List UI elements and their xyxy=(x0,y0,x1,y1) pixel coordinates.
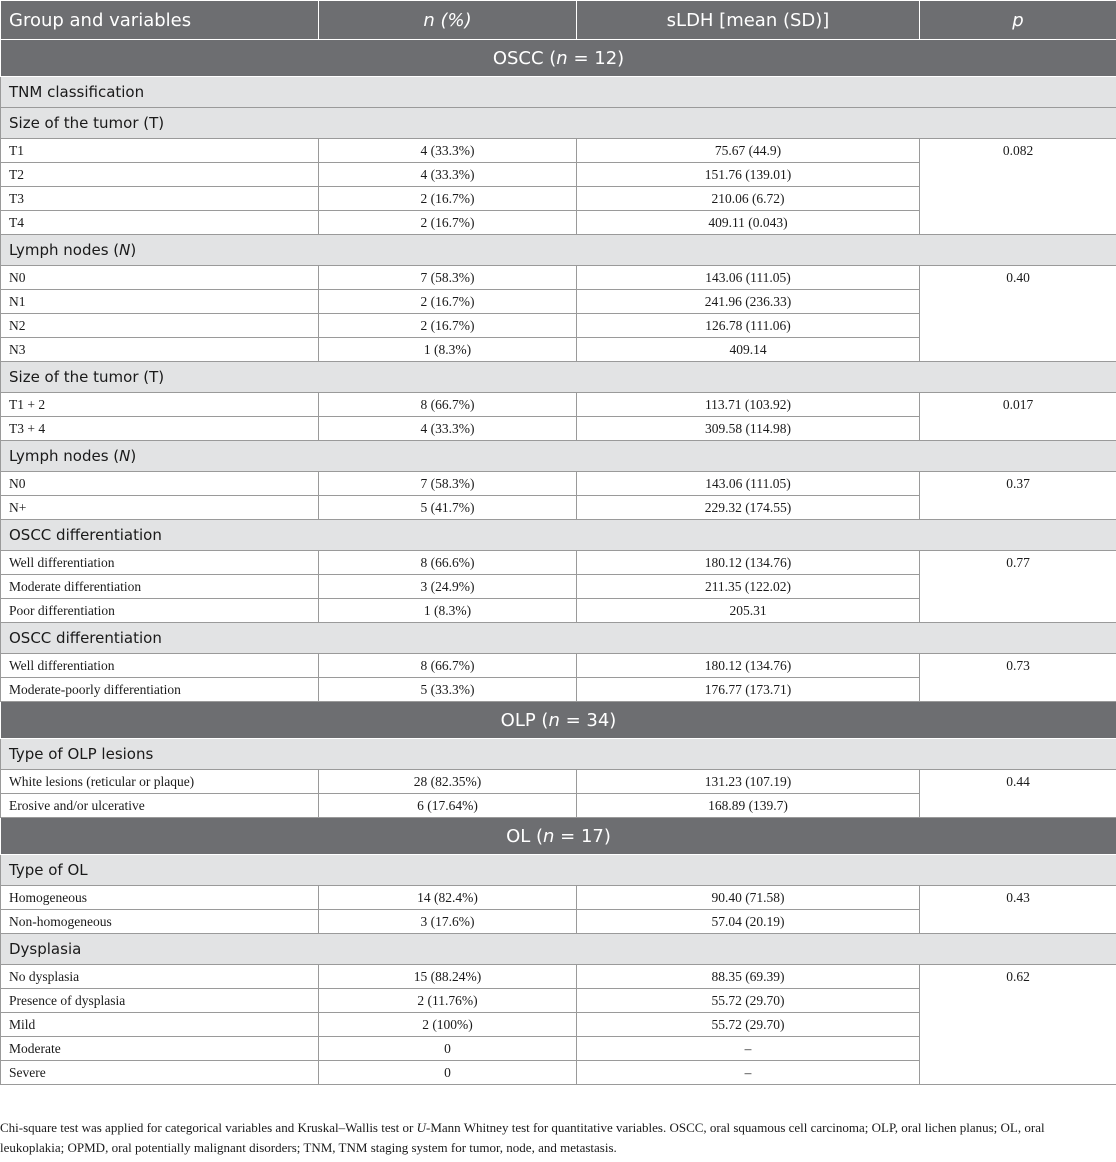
row-p-value: 0.43 xyxy=(920,886,1116,934)
row-n: 8 (66.6%) xyxy=(319,551,577,575)
row-sldh: – xyxy=(577,1061,920,1085)
row-label: No dysplasia xyxy=(1,965,319,989)
row-label: T3 + 4 xyxy=(1,417,319,441)
row-sldh: 55.72 (29.70) xyxy=(577,1013,920,1037)
section-tnm: TNM classification xyxy=(1,77,1116,108)
table-row xyxy=(1,770,1116,794)
row-sldh: 88.35 (69.39) xyxy=(577,965,920,989)
group-row-ol xyxy=(1,818,1116,855)
row-n: 2 (100%) xyxy=(319,1013,577,1037)
row-n: 6 (17.64%) xyxy=(319,794,577,818)
row-label: N1 xyxy=(1,290,319,314)
row-sldh: – xyxy=(577,1037,920,1061)
row-label: Well differentiation xyxy=(1,551,319,575)
row-n: 5 (41.7%) xyxy=(319,496,577,520)
section-oscc-differentiation: OSCC differentiation xyxy=(1,520,1116,551)
table-row xyxy=(1,266,1116,290)
row-label: N0 xyxy=(1,472,319,496)
table-row xyxy=(1,393,1116,417)
section-row xyxy=(1,623,1116,654)
table-row xyxy=(1,654,1116,678)
header-row xyxy=(1,1,1116,40)
row-sldh: 126.78 (111.06) xyxy=(577,314,920,338)
row-label: T4 xyxy=(1,211,319,235)
row-n: 8 (66.7%) xyxy=(319,393,577,417)
row-label: Homogeneous xyxy=(1,886,319,910)
row-label: Well differentiation xyxy=(1,654,319,678)
row-n: 7 (58.3%) xyxy=(319,266,577,290)
section-lymph-nodes: Lymph nodes (N) xyxy=(1,235,1116,266)
row-n: 14 (82.4%) xyxy=(319,886,577,910)
header-group-variables: Group and variables xyxy=(1,1,319,40)
row-p-value: 0.37 xyxy=(920,472,1116,520)
section-dysplasia: Dysplasia xyxy=(1,934,1116,965)
row-label: T1 + 2 xyxy=(1,393,319,417)
row-sldh: 75.67 (44.9) xyxy=(577,139,920,163)
section-olp-type: Type of OLP lesions xyxy=(1,739,1116,770)
row-n: 2 (11.76%) xyxy=(319,989,577,1013)
row-label: Moderate xyxy=(1,1037,319,1061)
section-row xyxy=(1,362,1116,393)
section-row xyxy=(1,520,1116,551)
section-row xyxy=(1,934,1116,965)
row-p-value: 0.082 xyxy=(920,139,1116,235)
section-row xyxy=(1,235,1116,266)
row-sldh: 90.40 (71.58) xyxy=(577,886,920,910)
section-row xyxy=(1,108,1116,139)
row-label: Moderate-poorly differentiation xyxy=(1,678,319,702)
row-label: N+ xyxy=(1,496,319,520)
table-row xyxy=(1,551,1116,575)
row-p-value: 0.40 xyxy=(920,266,1116,362)
section-ol-type: Type of OL xyxy=(1,855,1116,886)
table-row xyxy=(1,472,1116,496)
section-row xyxy=(1,855,1116,886)
row-label: Mild xyxy=(1,1013,319,1037)
row-label: Severe xyxy=(1,1061,319,1085)
row-n: 0 xyxy=(319,1061,577,1085)
row-label: White lesions (reticular or plaque) xyxy=(1,770,319,794)
row-sldh: 241.96 (236.33) xyxy=(577,290,920,314)
group-row-olp xyxy=(1,702,1116,739)
row-n: 8 (66.7%) xyxy=(319,654,577,678)
row-sldh: 168.89 (139.7) xyxy=(577,794,920,818)
section-row xyxy=(1,77,1116,108)
row-n: 2 (16.7%) xyxy=(319,290,577,314)
table-row xyxy=(1,139,1116,163)
section-tumor-size: Size of the tumor (T) xyxy=(1,362,1116,393)
row-n: 0 xyxy=(319,1037,577,1061)
row-label: Poor differentiation xyxy=(1,599,319,623)
row-label: T1 xyxy=(1,139,319,163)
group-title-ol: OL (n = 17) xyxy=(1,818,1116,855)
group-title-olp: OLP (n = 34) xyxy=(1,702,1116,739)
row-n: 1 (8.3%) xyxy=(319,599,577,623)
row-sldh: 180.12 (134.76) xyxy=(577,551,920,575)
row-sldh: 409.14 xyxy=(577,338,920,362)
header-sldh: sLDH [mean (SD)] xyxy=(577,1,920,40)
row-sldh: 57.04 (20.19) xyxy=(577,910,920,934)
row-sldh: 229.32 (174.55) xyxy=(577,496,920,520)
row-sldh: 176.77 (173.71) xyxy=(577,678,920,702)
row-label: N3 xyxy=(1,338,319,362)
group-title-oscc: OSCC (n = 12) xyxy=(1,40,1116,77)
section-tumor-size: Size of the tumor (T) xyxy=(1,108,1116,139)
row-n: 2 (16.7%) xyxy=(319,187,577,211)
row-label: T3 xyxy=(1,187,319,211)
row-p-value: 0.77 xyxy=(920,551,1116,623)
row-sldh: 55.72 (29.70) xyxy=(577,989,920,1013)
header-p: p xyxy=(920,1,1116,40)
row-n: 7 (58.3%) xyxy=(319,472,577,496)
row-sldh: 131.23 (107.19) xyxy=(577,770,920,794)
row-label: T2 xyxy=(1,163,319,187)
row-label: Moderate differentiation xyxy=(1,575,319,599)
header-n-percent: n (%) xyxy=(319,1,577,40)
row-p-value: 0.017 xyxy=(920,393,1116,441)
row-sldh: 309.58 (114.98) xyxy=(577,417,920,441)
row-n: 4 (33.3%) xyxy=(319,417,577,441)
table-footnote: Chi-square test was applied for categorical variables and Kruskal–Wallis test or U-Mann Whitney test for quantitative variables. OSCC, oral squamous cell carcinoma; OLP, oral lichen planus; OL, oral leukoplakia; OPMD, oral potentially malignant disorders; TNM, TNM staging system for tumor, node, and metastasis. xyxy=(0,1120,1045,1155)
row-n: 1 (8.3%) xyxy=(319,338,577,362)
row-sldh: 180.12 (134.76) xyxy=(577,654,920,678)
row-n: 2 (16.7%) xyxy=(319,211,577,235)
group-row-oscc xyxy=(1,40,1116,77)
row-label: Presence of dysplasia xyxy=(1,989,319,1013)
row-sldh: 210.06 (6.72) xyxy=(577,187,920,211)
row-label: Non-homogeneous xyxy=(1,910,319,934)
row-n: 15 (88.24%) xyxy=(319,965,577,989)
row-n: 28 (82.35%) xyxy=(319,770,577,794)
section-row xyxy=(1,441,1116,472)
row-sldh: 409.11 (0.043) xyxy=(577,211,920,235)
row-sldh: 143.06 (111.05) xyxy=(577,266,920,290)
row-label: Erosive and/or ulcerative xyxy=(1,794,319,818)
section-lymph-nodes: Lymph nodes (N) xyxy=(1,441,1116,472)
row-label: N0 xyxy=(1,266,319,290)
row-sldh: 113.71 (103.92) xyxy=(577,393,920,417)
row-n: 5 (33.3%) xyxy=(319,678,577,702)
row-p-value: 0.44 xyxy=(920,770,1116,818)
row-n: 4 (33.3%) xyxy=(319,139,577,163)
table-row xyxy=(1,886,1116,910)
row-p-value: 0.73 xyxy=(920,654,1116,702)
section-oscc-differentiation: OSCC differentiation xyxy=(1,623,1116,654)
row-sldh: 205.31 xyxy=(577,599,920,623)
table-row xyxy=(1,965,1116,989)
row-sldh: 151.76 (139.01) xyxy=(577,163,920,187)
row-label: N2 xyxy=(1,314,319,338)
section-row xyxy=(1,739,1116,770)
row-p-value: 0.62 xyxy=(920,965,1116,1085)
row-sldh: 143.06 (111.05) xyxy=(577,472,920,496)
row-n: 2 (16.7%) xyxy=(319,314,577,338)
row-n: 4 (33.3%) xyxy=(319,163,577,187)
row-sldh: 211.35 (122.02) xyxy=(577,575,920,599)
row-n: 3 (17.6%) xyxy=(319,910,577,934)
row-n: 3 (24.9%) xyxy=(319,575,577,599)
